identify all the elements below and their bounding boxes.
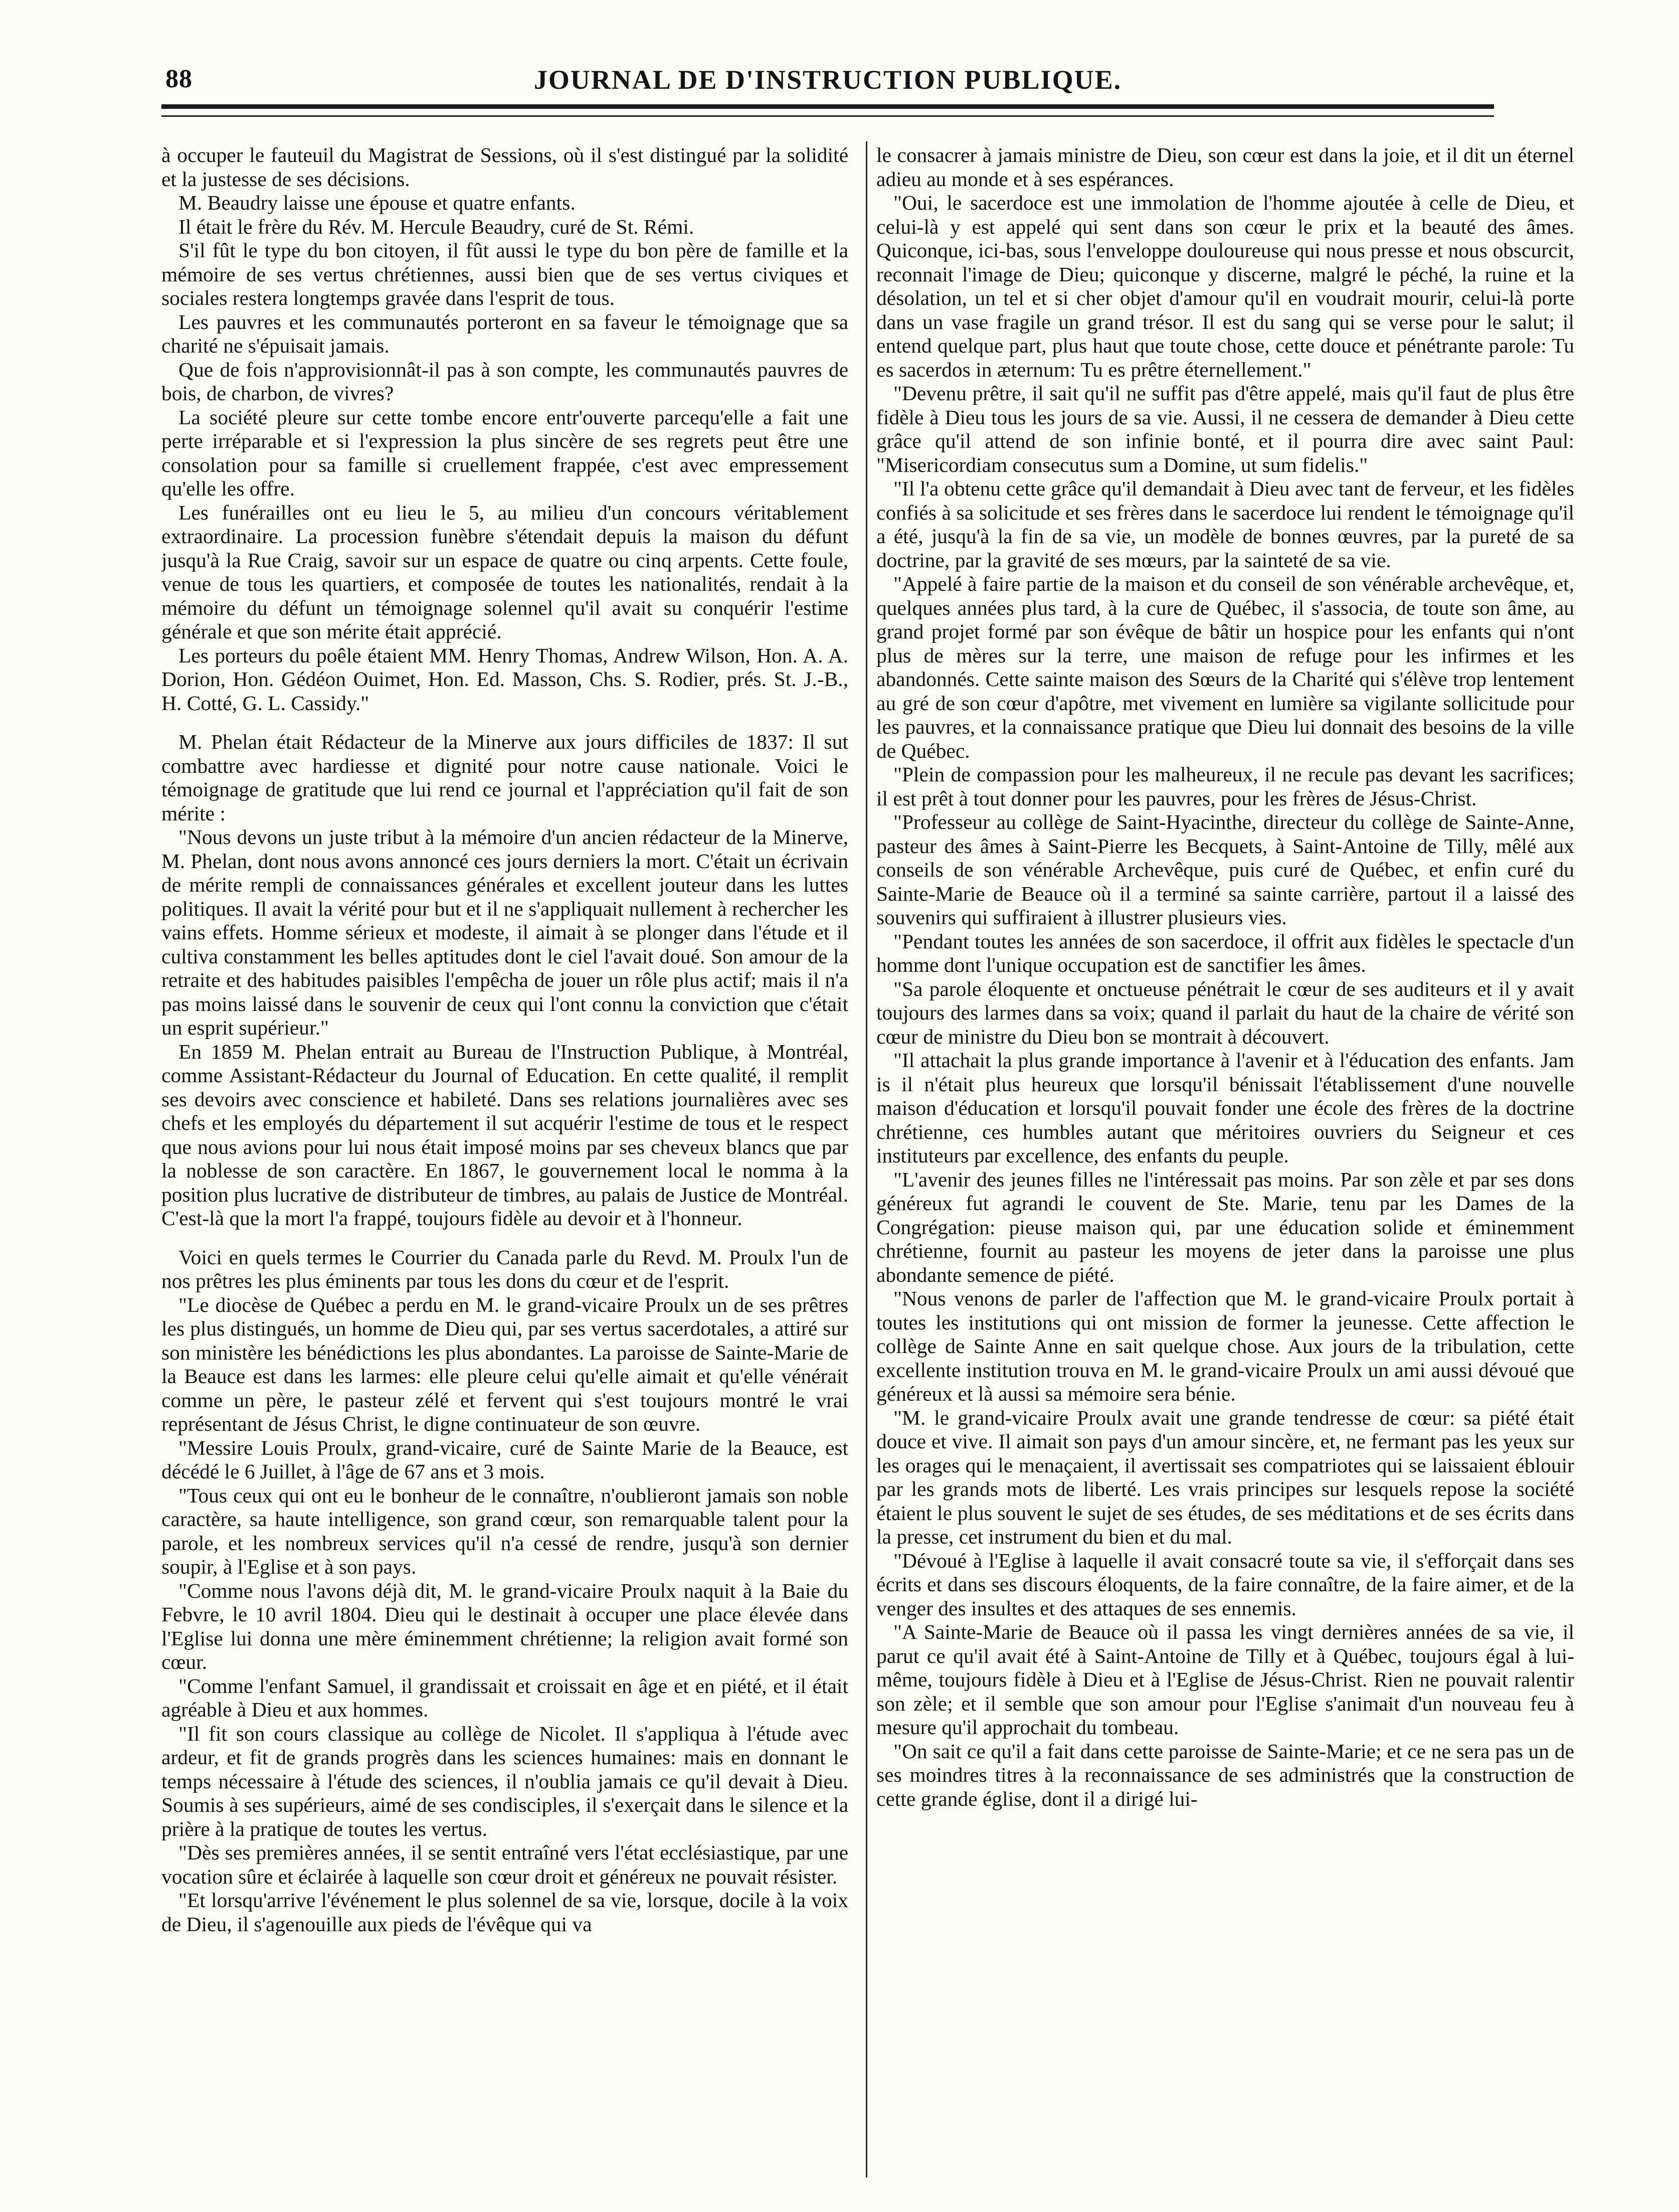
header-rule-thin [161,115,1494,117]
paragraph: "Plein de compassion pour les malheureux, il ne recule pas devant les sacrifices; il est prêt à tout donner pour les pauvres, pour les frères de Jésus-Christ. [876,763,1574,810]
paragraph: La société pleure sur cette tombe encore entr'ouverte parcequ'elle a fait une perte irréparable et si l'expression la plus sincère de ses regrets peut être une consolation pour sa famille si cruellement frappée, c'est avec empressement qu'elle les offre. [161,405,848,500]
paragraph: "Il attachait la plus grande importance à l'avenir et à l'éducation des enfants. Jam is il n'était plus heureux que lorsqu'il bénissait l'établissement d'une nouvelle maison d'éducation et lorsqu'il pouvait fonder une école des frères de la doctrine chrétienne, ces humbles autant que méritoires ouvriers du Seigneur et ces instituteurs par excellence, des enfants du peuple. [876,1049,1574,1167]
page-number: 88 [165,65,193,93]
left-column [161,143,848,2179]
paragraph: "L'avenir des jeunes filles ne l'intéressait pas moins. Par son zèle et par ses dons généreux fut agrandi le couvent de Ste. Marie, tenu par les Dames de la Congrégation: pieuse maison qui, par une éducation solide et éminemment chrétienne, fournit au pasteur les moyens de jeter dans la paroisse une plus abondante semence de piété. [876,1167,1574,1286]
paragraph: "On sait ce qu'il a fait dans cette paroisse de Sainte-Marie; et ce ne sera pas un de ses moindres titres à la reconnaissance de ses administrés que la construction de cette grande église, dont il a dirigé lui- [876,1739,1574,1810]
paragraph: "M. le grand-vicaire Proulx avait une grande tendresse de cœur: sa piété était douce et vive. Il aimait son pays d'un amour sincère, et, ne fermant pas les yeux sur les orages qui le menaçaient, il avertissait ses compatriotes qui se laissaient éblouir par les grands mots de liberté. Les vrais principes sur lesquels repose la société étaient le plus souvent le sujet de ses études, de ses méditations et de ses écrits dans la presse, cet instrument du bien et du mal. [876,1406,1574,1548]
paragraph: "Dès ses premières années, il se sentit entraîné vers l'état ecclésiastique, par une vocation sûre et éclairée à laquelle son cœur droit et généreux ne pouvait résister. [161,1841,848,1888]
paragraph: "Oui, le sacerdoce est une immolation de l'homme ajoutée à celle de Dieu, et celui-là y est appelé qui sent dans son cœur le prix et la beauté des âmes. Quiconque, ici-bas, sous l'enveloppe douloureuse qui nous presse et nous obscurcit, reconnait l'image de Dieu; quiconque y discerne, malgré le péché, la ruine et la désolation, un tel et si cher objet d'amour qu'il en voudrait mourir, celui-là porte dans un vase fragile un grand trésor. Il est du sang qui se verse pour le salut; il entend quelque part, plus haut que toute chose, cette douce et pénétrante parole: Tu es sacerdos in æternum: Tu es prêtre éternellement." [876,191,1574,381]
paragraph: "Nous venons de parler de l'affection que M. le grand-vicaire Proulx portait à toutes les institutions qui ont mission de former la jeunesse. Cette affection le collège de Sainte Anne en sait quelque chose. Aux jours de la tribulation, cette excellente institution trouva en M. le grand-vicaire Proulx un ami aussi dévoué que généreux et là aussi sa mémoire sera bénie. [876,1287,1574,1405]
paragraph: Voici en quels termes le Courrier du Canada parle du Revd. M. Proulx l'un de nos prêtres les plus éminents par tous les dons du cœur et de l'esprit. [161,1245,848,1292]
paragraph: S'il fût le type du bon citoyen, il fût aussi le type du bon père de famille et la mémoire de ses vertus chrétiennes, aussi bien que de ses vertus civiques et sociales restera longtemps gravée dans l'esprit de tous. [161,239,848,309]
paragraph: "Le diocèse de Québec a perdu en M. le grand-vicaire Proulx un de ses prêtres les plus distingués, un homme de Dieu qui, par ses vertus sacerdotales, a attiré sur son ministère les bénédictions les plus abondantes. La paroisse de Sainte-Marie de la Beauce est dans les larmes: elle pleure celui qu'elle aimait et qu'elle vénérait comme un père, le pasteur zélé et fervent qui s'est toujours montré le vrai représentant de Jésus Christ, le digne continuateur de son œuvre. [161,1293,848,1435]
paragraph: "Il fit son cours classique au collège de Nicolet. Il s'appliqua à l'étude avec ardeur, et fit de grands progrès dans les sciences humaines: mais en donnant le temps nécessaire à l'étude des sciences, il n'oublia jamais ce qu'il devait à Dieu. Soumis à ses supérieurs, aimé de ses condisciples, il s'exerçait dans le silence et la prière à la pratique de toutes les vertus. [161,1722,848,1840]
paragraph: M. Beaudry laisse une épouse et quatre enfants. [178,191,576,214]
journal-title: JOURNAL DE D'INSTRUCTION PUBLIQUE. [533,65,1122,95]
right-column [876,143,1574,2179]
page-header [161,61,1494,101]
paragraph: Les funérailles ont eu lieu le 5, au milieu d'un concours véritablement extraordinaire. La procession funèbre s'étendait depuis la maison du défunt jusqu'à la Rue Craig, savoir sur un espace de quatre ou cinq arpents. Cette foule, venue de tous les quartiers, et composée de toutes les nationalités, rendait à la mémoire du défunt un témoignage solennel qu'il avait su conquérir l'estime générale et que son mérite était apprécié. [161,500,848,643]
paragraph: le consacrer à jamais ministre de Dieu, son cœur est dans la joie, et il dit un éternel adieu au monde et à ses espérances. [876,143,1574,191]
paragraph: Les pauvres et les communautés porteront en sa faveur le témoignage que sa charité ne s'épuisait jamais. [161,310,848,357]
paragraph: Il était le frère du Rév. M. Hercule Beaudry, curé de St. Rémi. [178,215,694,238]
paragraph: "Comme l'enfant Samuel, il grandissait et croissait en âge et en piété, et il était agréable à Dieu et aux hommes. [161,1674,848,1721]
paragraph: "Nous devons un juste tribut à la mémoire d'un ancien rédacteur de la Minerve, M. Phelan, dont nous avons annoncé ces jours derniers la mort. C'était un écrivain de mérite rempli de connaissances générales et excellent jouteur dans les luttes politiques. Il avait la vérité pour but et il ne s'appliquait nullement à rechercher les vains effets. Homme sérieux et modeste, il aimait à se plonger dans l'étude et il cultiva constamment les belles aptitudes dont le ciel l'avait doué. Son amour de la retraite et des habitudes paisibles l'empêcha de jouer un rôle plus actif; mais il n'a pas moins laissé dans le souvenir de ceux qui l'ont connu la conviction que c'était un esprit supérieur." [161,825,848,1039]
header-rule-thick [161,104,1494,109]
paragraph: "Sa parole éloquente et onctueuse pénétrait le cœur de ses auditeurs et il y avait toujours des larmes dans sa voix; quand il parlait du haut de la chaire de vérité son cœur de ministre du Dieu bon se montrait à découvert. [876,977,1574,1048]
paragraph: Les porteurs du poêle étaient MM. Henry Thomas, Andrew Wilson, Hon. A. A. Dorion, Hon. Gédéon Ouimet, Hon. Ed. Masson, Chs. S. Rodier, prés. St. J.-B., H. Cotté, G. L. Cassidy." [161,643,848,715]
paragraph: "Tous ceux qui ont eu le bonheur de le connaître, n'oublieront jamais son noble caractère, sa haute intelligence, son grand cœur, son remarquable talent pour la parole, et les nombreux services qu'il n'a cessé de rendre, jusqu'à son dernier soupir, à l'Eglise et à son pays. [161,1483,848,1578]
paragraph: à occuper le fauteuil du Magistrat de Sessions, où il s'est distingué par la solidité et la justesse de ses décisions. [161,143,848,191]
column-divider [866,141,867,2177]
paragraph: "Professeur au collège de Saint-Hyacinthe, directeur du collège de Sainte-Anne, pasteur des âmes à Saint-Pierre les Becquets, à Saint-Antoine de Tilly, mêlé aux conseils de son vénérable Archevêque, puis curé de Québec, et enfin curé du Sainte-Marie de Beauce où il a terminé sa sainte carrière, partout il a laissé des souvenirs qui suffiraient à illustrer plusieurs vies. [876,810,1574,929]
paragraph: "Dévoué à l'Eglise à laquelle il avait consacré toute sa vie, il s'efforçait dans ses écrits et dans ses discours éloquents, de la faire connaître, de la faire aimer, et de la venger des insultes et des attaques de ses ennemis. [876,1549,1574,1620]
paragraph: M. Phelan était Rédacteur de la Minerve aux jours difficiles de 1837: Il sut combattre avec hardiesse et dignité pour notre cause nationale. Voici le témoignage de gratitude que lui rend ce journal et l'appréciation qu'il fait de son mérite : [161,730,848,825]
paragraph: "Devenu prêtre, il sait qu'il ne suffit pas d'être appelé, mais qu'il faut de plus être fidèle à Dieu tous les jours de sa vie. Aussi, il ne cessera de demander à Dieu cette grâce qu'il attend de son infinie bonté, et il pourra dire avec saint Paul: "Misericordiam consecutus sum a Domine, ut sum fidelis." [876,382,1574,476]
paragraph: "Et lorsqu'arrive l'événement le plus solennel de sa vie, lorsque, docile à la voix de Dieu, il s'agenouille aux pieds de l'évêque qui va [161,1889,848,1936]
paragraph: "Appelé à faire partie de la maison et du conseil de son vénérable archevêque, et, quelques années plus tard, à la cure de Québec, il s'associa, de toute son âme, au grand projet formé par son évêque de bâtir un hospice pour les enfants qui n'ont plus de mères sur la terre, une maison de refuge pour les infirmes et les abandonnés. Cette sainte maison des Sœurs de la Charité qui s'élève trop lentement au gré de son cœur d'apôtre, met vivement en lumière sa vigilante sollicitude pour les pauvres, et la connaissance pratique que Dieu lui donnait des besoins de la ville de Québec. [876,572,1574,762]
paragraph: "Messire Louis Proulx, grand-vicaire, curé de Sainte Marie de la Beauce, est décédé le 6 Juillet, à l'âge de 67 ans et 3 mois. [161,1436,848,1483]
paragraph: En 1859 M. Phelan entrait au Bureau de l'Instruction Publique, à Montréal, comme Assistant-Rédacteur du Journal of Education. En cette qualité, il remplit ses devoirs avec conscience et habileté. Dans ses relations journalières avec ses chefs et les employés du département il sut acquérir l'estime de tous et le respect que nous avions pour lui nous était imposé moins par ses cheveux blancs que par la noblesse de son caractère. En 1867, le gouvernement local le nomma à la position plus lucrative de distributeur de timbres, au palais de Justice de Montréal. C'est-là que la mort l'a frappé, toujours fidèle au devoir et à l'honneur. [161,1040,848,1230]
paragraph: "Comme nous l'avons déjà dit, M. le grand-vicaire Proulx naquit à la Baie du Febvre, le 10 avril 1804. Dieu qui le destinait à occuper une place élevée dans l'Eglise lui donna une mère éminemment chrétienne; la religion avait formé son cœur. [161,1579,848,1673]
paragraph: "Pendant toutes les années de son sacerdoce, il offrit aux fidèles le spectacle d'un homme dont l'unique occupation est de sanctifier les âmes. [876,929,1574,976]
paragraph: "Il l'a obtenu cette grâce qu'il demandait à Dieu avec tant de ferveur, et les fidèles confiés à sa solicitude et ses frères dans le sacerdoce lui rendent le témoignage qu'il a été, jusqu'à la fin de sa vie, un modèle de bonnes œuvres, par la pureté de sa doctrine, par la gravité de ses mœurs, par la sainteté de sa vie. [876,477,1574,572]
paragraph: "A Sainte-Marie de Beauce où il passa les vingt dernières années de sa vie, il parut ce qu'il avait été à Saint-Antoine de Tilly et à Québec, toujours égal à lui-même, toujours fidèle à Dieu et à l'Eglise de Jésus-Christ. Rien ne pouvait ralentir son zèle; et il semble que son amour pour l'Eglise s'animait d'un nouveau feu à mesure qu'il approchait du tombeau. [876,1620,1574,1739]
paragraph: Que de fois n'approvisionnât-il pas à son compte, les communautés pauvres de bois, de charbon, de vivres? [161,358,848,405]
